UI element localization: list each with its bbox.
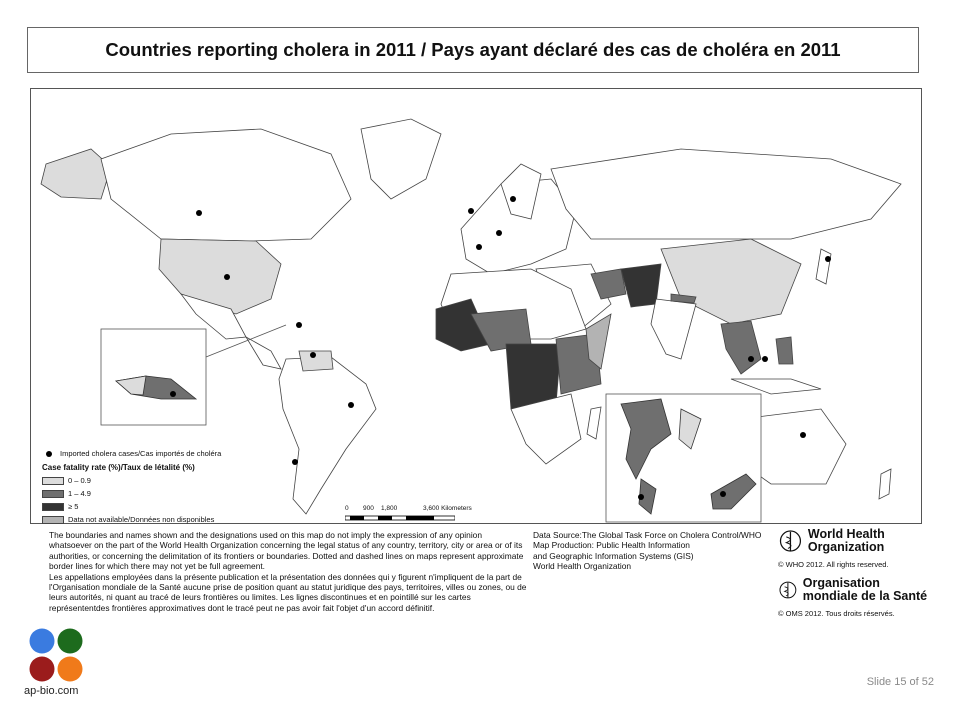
site-name: ap-bio.com	[24, 685, 79, 697]
legend-swatch	[42, 477, 64, 485]
scale-tick-label: 0	[345, 505, 349, 512]
who-branding	[778, 526, 938, 624]
imported-case-dot	[825, 256, 831, 262]
legend-imported-label: Imported cholera cases/Cas importés de choléra	[60, 449, 222, 458]
imported-case-dot	[170, 391, 176, 397]
who-name-fr: Organisation mondiale de la Santé	[802, 576, 928, 603]
map-title: Countries reporting cholera in 2011 / Pays ayant déclaré des cas de choléra en 2011	[105, 39, 841, 60]
legend-label: ≥ 5	[68, 502, 79, 511]
venezuela-shape	[299, 351, 333, 371]
source-line: Data Source:The Global Task Force on Cholera Control/WHO	[533, 530, 762, 540]
imported-case-dot	[468, 208, 474, 214]
greenland-shape	[361, 119, 441, 199]
disclaimer	[49, 530, 527, 613]
imported-case-dot	[310, 352, 316, 358]
disclaimer-english: The boundaries and names shown and the designations used on this map do not imply the expression of any opinion whatsoever on the part of the World Health Organization concerning the legal status of any country, territory, city or area or of its authorities, or concerning the delimitation of its frontiers or boundaries. Dotted and dashed lines on maps represent approximate border lines for which there may not yet be full agreement.	[49, 530, 524, 572]
scale-tick-label: 3,600 Kilometers	[423, 505, 472, 512]
who-brand-fr	[778, 575, 938, 605]
legend-label: 0 – 0.9	[68, 476, 91, 485]
south-america-shape	[279, 357, 376, 514]
legend-swatch	[42, 490, 64, 498]
legend-swatch	[42, 516, 64, 524]
imported-case-dot	[224, 274, 230, 280]
imported-case-dot	[800, 432, 806, 438]
who-rights-en: © WHO 2012. All rights reserved.	[778, 560, 889, 569]
legend-cfr-header: Case fatality rate (%)/Taux de létalité (%)	[42, 463, 195, 472]
who-emblem-icon	[778, 526, 803, 556]
legend-item	[42, 487, 272, 500]
imported-case-dot	[720, 491, 726, 497]
imported-case-dot	[510, 196, 516, 202]
philippines-shape	[776, 337, 793, 364]
source-line: Map Production: Public Health Information	[533, 540, 690, 551]
indonesia-shape	[731, 379, 821, 394]
afghanistan-pakistan-shape	[621, 264, 661, 307]
usa-shape	[159, 239, 281, 314]
legend-item	[42, 513, 272, 526]
legend-swatch	[42, 503, 64, 511]
madagascar-shape	[587, 407, 601, 439]
imported-case-dot	[296, 322, 302, 328]
who-rights-fr: © OMS 2012. Tous droits réservés.	[778, 609, 895, 618]
legend-label: 1 – 4.9	[68, 489, 91, 498]
new-zealand-shape	[879, 469, 891, 499]
data-source	[533, 530, 773, 572]
imported-case-legend-dot	[46, 451, 52, 457]
scale-bar-graphic	[345, 515, 455, 521]
who-brand-en	[778, 526, 938, 556]
who-emblem-icon	[778, 575, 798, 605]
legend-item	[42, 474, 272, 487]
canada-shape	[101, 129, 351, 241]
map-title-box	[27, 27, 919, 73]
imported-case-dot	[496, 230, 502, 236]
russia-shape	[551, 149, 901, 239]
imported-case-dot	[292, 459, 298, 465]
imported-case-dot	[348, 402, 354, 408]
scale-bar	[345, 505, 475, 523]
ap-bio-logo-icon	[28, 627, 84, 683]
imported-case-dot	[762, 356, 768, 362]
central-america-shape	[246, 337, 281, 369]
slide-counter: Slide 15 of 52	[866, 676, 934, 688]
disclaimer-french: Les appellations employées dans la présente publication et la présentation des données qui y figurent n'impliquent de la part de l'Organisation mondiale de la Santé aucune prise de position quant au statut juridique des pays, territoires, villes ou zones, ou de leurs autorités, ni quant au tracé de leurs frontières ou limites. Les lignes discontinues et en pointillé sur les cartes représententdes frontières approximatives dont le tracé peut ne pas avoir fait l'objet d'un accord définitif.	[49, 571, 527, 613]
imported-case-dot	[748, 356, 754, 362]
alaska-shape	[41, 149, 111, 199]
legend-item	[42, 500, 272, 513]
scale-tick-label: 900	[363, 505, 374, 512]
legend-imported-row	[42, 447, 272, 460]
legend-label: Data not available/Données non disponibles	[68, 515, 215, 524]
source-line: World Health Organization	[533, 561, 632, 572]
map-legend	[42, 447, 272, 526]
imported-case-dot	[196, 210, 202, 216]
imported-case-dot	[476, 244, 482, 250]
southeast-asia-shape	[721, 321, 761, 374]
who-name-en: World Health Organization	[807, 527, 885, 554]
japan-shape	[816, 249, 831, 284]
source-line: and Geographic Information Systems (GIS)	[533, 550, 694, 561]
scale-tick-label: 1,800	[381, 505, 398, 512]
imported-case-dot	[638, 494, 644, 500]
india-shape	[651, 299, 696, 359]
